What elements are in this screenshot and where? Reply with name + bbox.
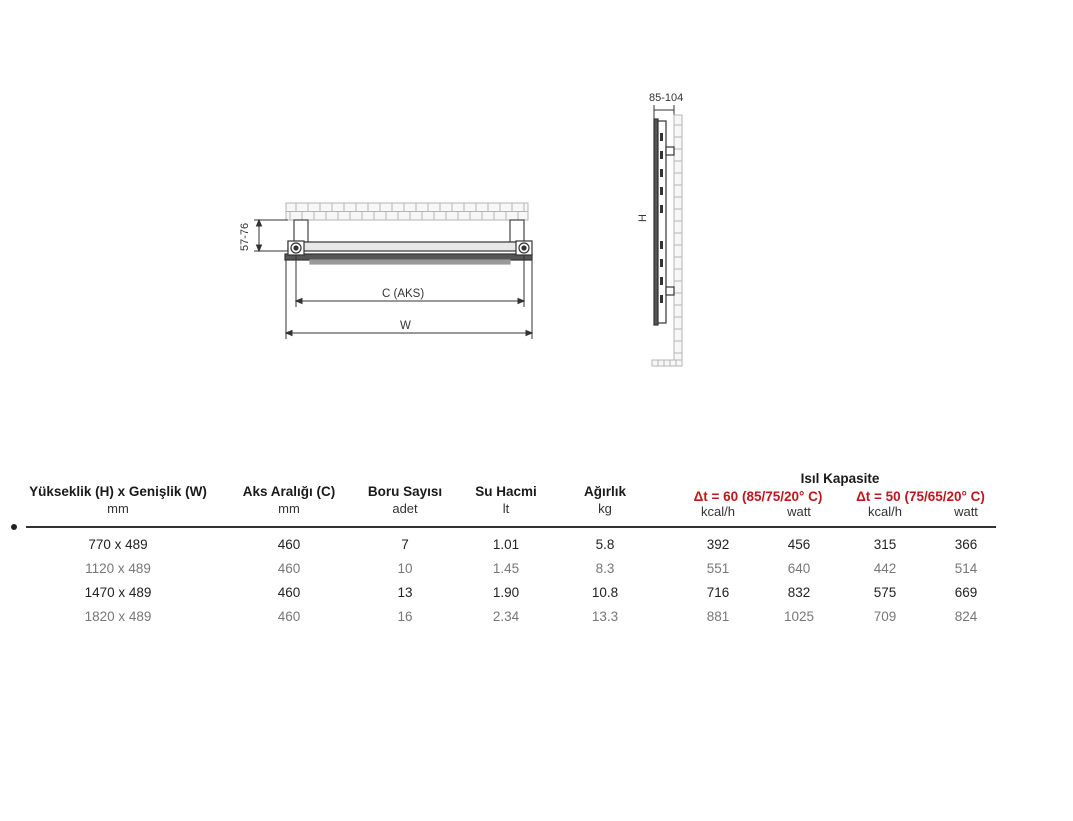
header-watt50: watt <box>954 504 978 519</box>
header-axis-title: Aks Aralığı (C) <box>242 484 336 499</box>
cell-kcal60: 392 <box>706 537 730 552</box>
header-weight <box>555 483 655 517</box>
cell-watt50: 514 <box>954 561 978 576</box>
cell-kcal50: 442 <box>873 561 897 576</box>
front-view-drawing <box>230 195 550 345</box>
wall-brackets <box>294 220 524 242</box>
cell-tubes: 16 <box>397 609 413 624</box>
cell-kcal50: 315 <box>873 537 897 552</box>
cell-size: 1820 x 489 <box>84 609 152 624</box>
cell-water: 1.45 <box>492 561 520 576</box>
header-watt60: watt <box>787 504 811 519</box>
radiator-body <box>285 242 532 264</box>
cell-watt60: 640 <box>787 561 811 576</box>
header-dt50: Δt = 50 (75/65/20° C) <box>856 489 985 504</box>
cell-weight: 10.8 <box>591 585 619 600</box>
cell-water: 1.01 <box>492 537 520 552</box>
header-dt60: Δt = 60 (85/75/20° C) <box>693 489 823 504</box>
header-size-title: Yükseklik (H) x Genişlik (W) <box>29 484 207 499</box>
cell-watt50: 366 <box>954 537 978 552</box>
cell-watt50: 669 <box>954 585 978 600</box>
header-water <box>456 483 556 517</box>
cell-size: 1120 x 489 <box>85 561 151 576</box>
cell-watt60: 456 <box>787 537 811 552</box>
header-weight-unit: kg <box>598 501 612 516</box>
header-tubes-title: Boru Sayısı <box>367 484 443 499</box>
header-capacity-title: Isıl Kapasite <box>800 471 880 486</box>
header-size <box>18 483 218 517</box>
header-kcal50: kcal/h <box>868 504 902 519</box>
header-axis <box>229 483 349 517</box>
width-label: W <box>400 320 411 332</box>
header-axis-unit: mm <box>278 501 300 516</box>
cell-kcal60: 551 <box>706 561 730 576</box>
header-tubes-unit: adet <box>392 501 418 516</box>
side-radiator <box>654 119 674 325</box>
header-tubes <box>355 483 455 517</box>
wall-brick-pattern <box>286 203 528 220</box>
side-depth-label: 85-104 <box>649 92 684 104</box>
cell-weight: 8.3 <box>595 561 615 576</box>
side-depth-dimension <box>654 105 674 119</box>
header-capacity <box>700 470 980 487</box>
header-bullet <box>11 524 17 530</box>
header-water-title: Su Hacmi <box>475 484 537 499</box>
cell-kcal60: 716 <box>706 585 730 600</box>
header-weight-title: Ağırlık <box>583 484 626 499</box>
cell-axis: 460 <box>277 537 301 552</box>
side-height-label: H <box>637 214 649 222</box>
cell-size: 1470 x 489 <box>84 585 152 600</box>
cell-size: 770 x 489 <box>88 537 148 552</box>
header-size-unit: mm <box>107 501 129 516</box>
cell-weight: 5.8 <box>595 537 615 552</box>
cell-kcal50: 575 <box>873 585 897 600</box>
header-kcal60: kcal/h <box>701 504 735 519</box>
cell-watt60: 1025 <box>783 609 815 624</box>
cell-axis: 460 <box>277 561 301 576</box>
axis-label: C (AKS) <box>382 288 425 300</box>
cell-water: 2.34 <box>492 609 520 624</box>
depth-dimension <box>254 220 288 251</box>
cell-tubes: 7 <box>401 537 409 552</box>
cell-watt60: 832 <box>787 585 811 600</box>
cell-tubes: 13 <box>397 585 413 600</box>
cell-tubes: 10 <box>397 561 413 576</box>
cell-water: 1.90 <box>492 585 520 600</box>
cell-axis: 460 <box>277 609 301 624</box>
cell-axis: 460 <box>277 585 301 600</box>
side-view-drawing <box>630 85 700 370</box>
header-water-unit: lt <box>502 501 510 516</box>
depth-label: 57-76 <box>239 222 251 251</box>
cell-weight: 13.3 <box>591 609 619 624</box>
header-divider <box>26 526 996 528</box>
cell-kcal50: 709 <box>873 609 897 624</box>
cell-watt50: 824 <box>954 609 978 624</box>
cell-kcal60: 881 <box>706 609 730 624</box>
